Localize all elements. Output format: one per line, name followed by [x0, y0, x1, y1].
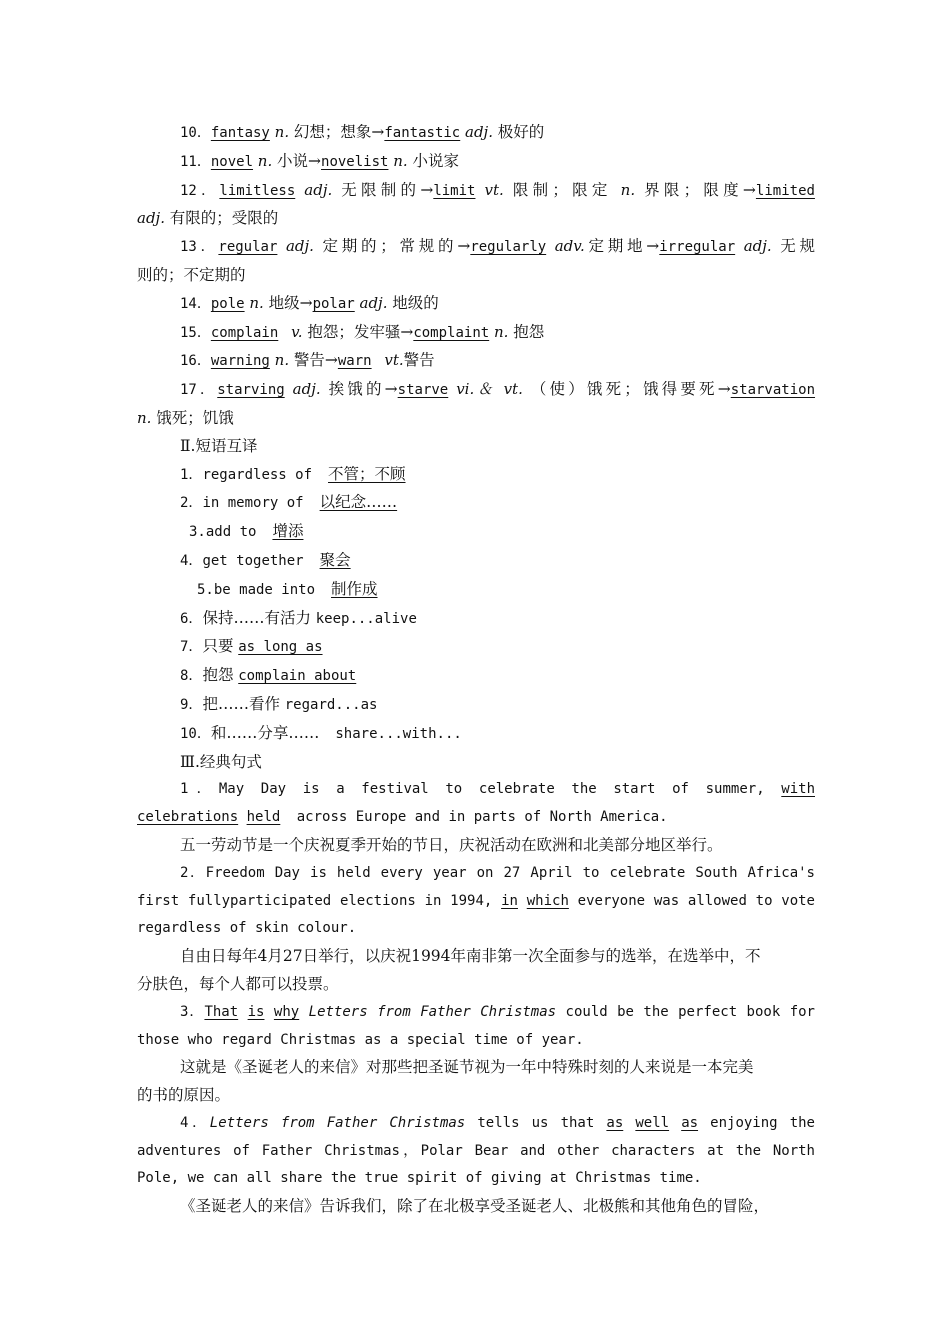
sentence-text: first fullyparticipated elections in 1994, [137, 892, 493, 909]
phrase-item-9 [137, 691, 815, 720]
item-number: 15． [180, 324, 211, 341]
phrase-source: in memory of [202, 495, 304, 512]
phrase-answer: 制作成 [331, 579, 378, 598]
part-of-speech: adj. [292, 380, 321, 399]
phrase-answer: 以纪念…… [319, 493, 398, 512]
part-of-speech: adj. [137, 209, 165, 228]
phrase-item-8 [137, 662, 815, 691]
phrase-source: regardless of [202, 466, 313, 483]
phrase-item-4 [137, 547, 815, 576]
answer-word: starving [217, 382, 285, 399]
sentence-2-line-1: 2．Freedom Day is held every year on 27 April to celebrate South Africa's [180, 864, 815, 881]
answer-word: limited [755, 182, 815, 199]
item-number: 10． [180, 125, 211, 141]
item-number: 3． [180, 1003, 205, 1020]
phrase-source: 保持……有活力 [202, 608, 311, 627]
blank-answer: as [606, 1114, 624, 1131]
phrase-answer: share...with... [335, 725, 462, 742]
phrase-source: add to [205, 524, 257, 541]
definition: 极好的 [497, 123, 545, 141]
definition: 小说→ [277, 151, 322, 170]
vocab-item-11 [137, 148, 815, 177]
part-of-speech: vt. [384, 351, 404, 370]
phrase-answer: as long as [238, 639, 323, 656]
blank-answer: celebrations [137, 809, 239, 826]
phrase-answer: complain about [238, 668, 357, 685]
part-of-speech: adj. [359, 293, 388, 312]
answer-word: fantasy [210, 125, 270, 141]
phrase-source: 抱怨 [202, 666, 234, 685]
definition: 小说家 [412, 151, 459, 170]
sentence-text: 1．May Day is a festival to celebrate the start of summer, [180, 781, 765, 798]
blank-answer: why [273, 1003, 300, 1020]
part-of-speech: n. [274, 351, 290, 370]
phrase-item-6 [137, 605, 815, 634]
item-number: 8． [180, 668, 203, 685]
phrase-item-1 [137, 461, 815, 490]
sentence-3-line-1 [137, 999, 815, 1027]
definition: 有限的；受限的 [169, 209, 279, 228]
vocab-item-13-continued: 则的；不定期的 [137, 265, 246, 284]
part-of-speech: n. [257, 151, 273, 170]
answer-word: complain [210, 324, 279, 341]
item-number: 10． [180, 725, 211, 742]
definition: （使）饿死；饿得要死→ [530, 380, 731, 399]
part-of-speech: adj. [285, 237, 314, 256]
definition: 定期地→ [584, 237, 660, 256]
answer-word: irregular [659, 239, 736, 256]
sentence-2-line-3: regardless of skin colour. [137, 920, 357, 937]
phrase-item-5 [137, 576, 815, 605]
blank-answer: well [635, 1114, 670, 1131]
phrase-source: be made into [213, 581, 316, 598]
section-heading-phrases: Ⅱ.短语互译 [180, 436, 258, 455]
answer-word: complaint [413, 324, 490, 341]
vocab-item-17 [137, 376, 815, 405]
sentence-3-line-2: those who regard Christmas as a special time of year. [137, 1031, 584, 1048]
sentence-text: enjoying the [710, 1114, 815, 1131]
answer-word: fantastic [384, 125, 461, 141]
item-number: 1． [180, 466, 203, 483]
item-number: 4． [180, 552, 203, 569]
item-number: 5. [197, 581, 214, 598]
part-of-speech: n. [493, 322, 509, 341]
phrase-item-3 [137, 518, 815, 547]
part-of-speech: adv. [554, 237, 585, 256]
vocab-item-10 [137, 119, 815, 148]
sentence-1-line-2 [137, 804, 815, 832]
vocab-item-15 [137, 319, 815, 348]
definition: 界限；限度→ [644, 180, 756, 199]
sentence-3-translation-1: 这就是《圣诞老人的来信》对那些把圣诞节视为一年中特殊时刻的人来说是一本完美 [180, 1058, 754, 1077]
answer-word: regular [218, 239, 278, 256]
blank-answer: in [501, 892, 518, 909]
part-of-speech: adj. [743, 237, 772, 256]
definition: 无规 [780, 237, 815, 256]
answer-word: warning [210, 353, 270, 370]
item-number: 16． [180, 353, 211, 370]
phrase-source: 把……看作 [202, 694, 280, 713]
document-content [137, 119, 815, 1221]
sentence-text: tells us that [477, 1114, 595, 1131]
answer-word: regularly [470, 239, 547, 256]
sentence-1-translation: 五一劳动节是一个庆祝夏季开始的节日，庆祝活动在欧洲和北美部分地区举行。 [180, 835, 723, 854]
sentence-2-translation-1: 自由日每年4月27日举行，以庆祝1994年南非第一次全面参与的选举，在选举中，不 [180, 947, 761, 966]
answer-word: starve [397, 382, 449, 399]
sentence-4-line-1 [137, 1110, 815, 1138]
part-of-speech: vi.＆ vt. [456, 380, 523, 399]
blank-answer: with [781, 781, 815, 798]
part-of-speech: n. [393, 151, 408, 170]
vocab-item-12-continued [137, 205, 815, 233]
section-heading-sentences: Ⅲ.经典句式 [180, 752, 262, 771]
definition: 无限制的→ [341, 180, 434, 199]
part-of-speech: adj. [465, 123, 493, 141]
answer-word: polar [312, 295, 355, 312]
book-title: Letters from Father Christmas [209, 1114, 466, 1131]
definition: 定期的；常规的→ [322, 237, 471, 256]
definition: 地级→ [268, 293, 313, 312]
blank-answer: held [246, 809, 281, 826]
definition: 警告 [403, 351, 435, 370]
definition: 地级的 [392, 293, 439, 312]
phrase-item-7 [137, 633, 815, 662]
sentence-1-line-1 [137, 776, 815, 804]
sentence-text: across Europe and in parts of North America. [296, 809, 668, 826]
part-of-speech: adj. [304, 180, 333, 199]
phrase-answer: regard...as [284, 696, 378, 713]
answer-word: pole [210, 295, 245, 312]
phrase-answer: 增添 [272, 522, 304, 541]
vocab-item-17-continued [137, 405, 815, 433]
definition: 警告→ [293, 351, 338, 370]
answer-word: starvation [730, 382, 816, 399]
phrase-answer: keep...alive [315, 610, 417, 627]
sentence-2-line-2 [137, 888, 815, 916]
definition: 抱怨 [513, 322, 545, 341]
answer-word: limit [433, 182, 476, 199]
item-number: 6． [180, 610, 203, 627]
item-number: 13． [180, 239, 219, 256]
part-of-speech: n. [249, 293, 264, 312]
part-of-speech: v. [291, 322, 303, 341]
item-number: 14． [180, 295, 211, 312]
definition: 抱怨；发牢骚→ [307, 322, 414, 341]
definition: 幻想；想象→ [293, 123, 385, 141]
part-of-speech: n. [137, 408, 152, 427]
vocab-item-12 [137, 177, 815, 206]
blank-answer: as [681, 1114, 699, 1131]
sentence-text: everyone was allowed to vote [577, 892, 815, 909]
vocab-item-13 [137, 233, 815, 262]
blank-answer: which [526, 892, 569, 909]
answer-word: warn [337, 353, 372, 370]
blank-answer: is [247, 1003, 265, 1020]
book-title: Letters from Father Christmas [308, 1003, 557, 1020]
answer-word: novelist [321, 153, 389, 170]
item-number: 2． [180, 495, 203, 512]
phrase-item-2 [137, 489, 815, 518]
sentence-text: could be the perfect book for [565, 1003, 815, 1020]
phrase-item-10 [137, 720, 815, 749]
phrase-source: 只要 [202, 637, 234, 656]
sentence-2-translation-2: 分肤色，每个人都可以投票。 [137, 974, 339, 993]
definition: 限制；限定 [512, 180, 612, 199]
item-number: 9． [180, 696, 203, 713]
part-of-speech: n. [274, 123, 290, 141]
definition: 饿死；饥饿 [156, 408, 234, 427]
item-number: 3. [189, 524, 206, 541]
phrase-source: 和……分享…… [210, 723, 320, 742]
answer-word: limitless [219, 182, 296, 199]
item-number: 7． [180, 639, 203, 656]
sentence-3-translation-2: 的书的原因。 [137, 1086, 231, 1105]
phrase-source: get together [202, 552, 304, 569]
item-number: 11． [180, 153, 211, 170]
item-number: 12． [180, 182, 220, 199]
blank-answer: That [204, 1003, 239, 1020]
definition: 挨饿的→ [328, 380, 398, 399]
vocab-item-14 [137, 290, 815, 319]
sentence-4-line-3: Pole, we can all share the true spirit of giving at Christmas time. [137, 1170, 702, 1187]
part-of-speech: vt. [484, 180, 504, 199]
vocab-item-16 [137, 347, 815, 376]
item-number: 4． [180, 1114, 210, 1131]
answer-word: novel [210, 153, 254, 170]
phrase-answer: 不管；不顾 [328, 464, 406, 483]
item-number: 17． [180, 382, 218, 399]
phrase-answer: 聚会 [319, 550, 351, 569]
sentence-4-line-2: adventures of Father Christmas，Polar Bear and other characters at the North [137, 1142, 815, 1159]
part-of-speech: n. [620, 180, 636, 199]
sentence-4-translation-1: 《圣诞老人的来信》告诉我们，除了在北极享受圣诞老人、北极熊和其他角色的冒险， [180, 1197, 770, 1216]
